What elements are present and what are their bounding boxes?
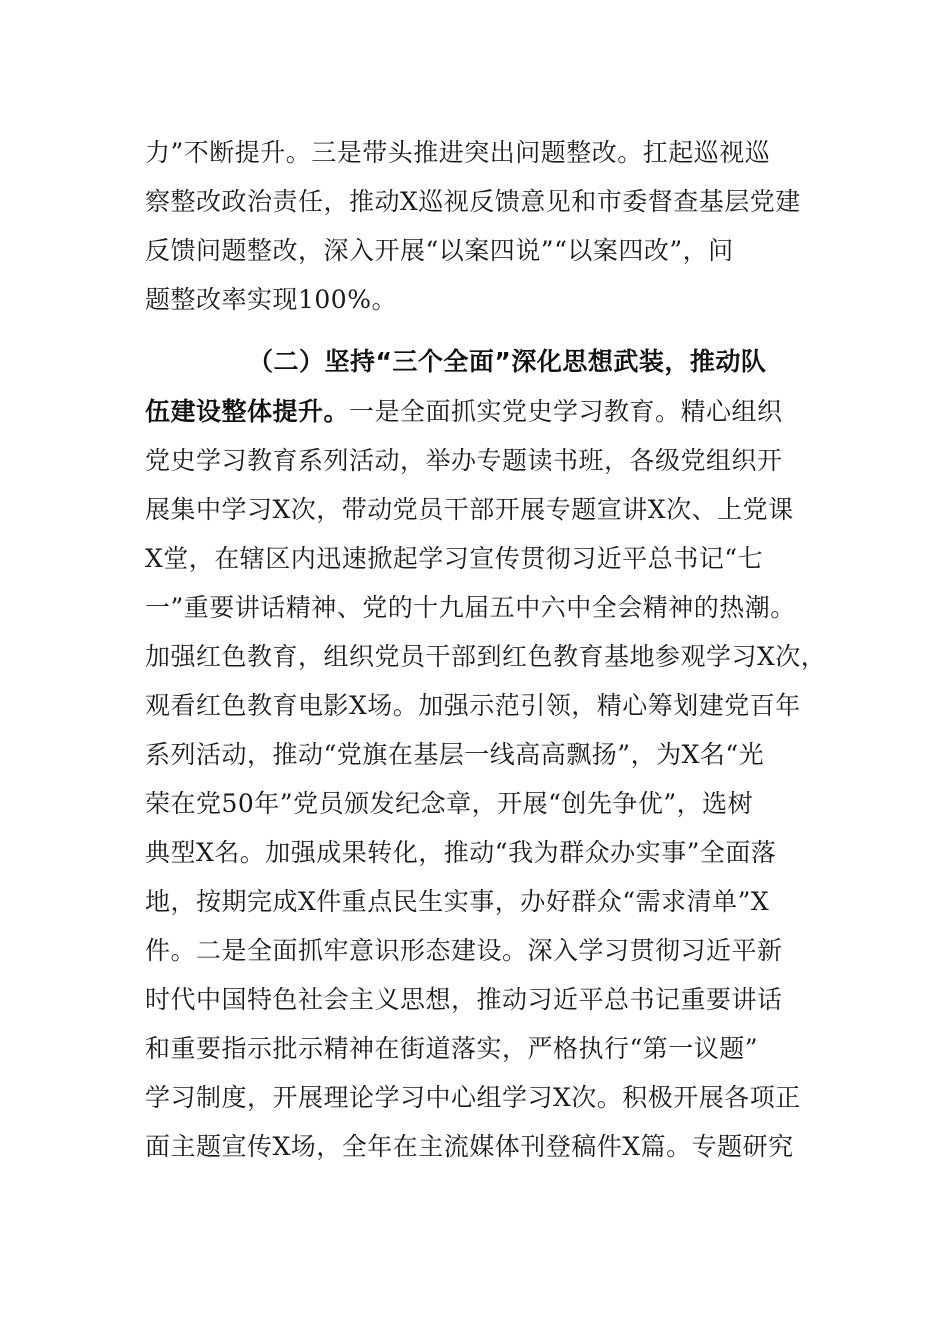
- text-line: 面主题宣传X场，全年在主流媒体刊登稿件X篇。专题研究: [145, 1132, 794, 1161]
- text-line: 观看红色教育电影X场。加强示范引领，精心筹划建党百年: [145, 691, 801, 720]
- text-line: 系列活动，推动“党旗在基层一线高高飘扬”，为X名“光: [145, 740, 765, 769]
- text-line: 展集中学习X次，带动党员干部开展专题宣讲X次、上党课: [145, 495, 794, 524]
- text-line: 反馈问题整改，深入开展“以案四说”“以案四改”，问: [145, 236, 734, 265]
- text-line: X堂，在辖区内迅速掀起学习宣传贯彻习近平总书记“七: [145, 544, 764, 573]
- text-line: 一”重要讲话精神、党的十九届五中六中全会精神的热潮。: [145, 593, 796, 622]
- text-line: 件。二是全面抓牢意识形态建设。深入学习贯彻习近平新: [145, 936, 783, 965]
- text-line: 加强红色教育，组织党员干部到红色教育基地参观学习X次，: [145, 642, 827, 671]
- text-line: 典型X名。加强成果转化，推动“我为群众办实事”全面落: [145, 838, 777, 867]
- text-line: 题整改率实现100%。: [145, 285, 397, 314]
- text-line: 时代中国特色社会主义思想，推动习近平总书记重要讲话: [145, 985, 783, 1014]
- section-heading-continuation: [145, 394, 825, 430]
- section-heading: （二）坚持“三个全面”深化思想武装，推动队: [248, 347, 767, 376]
- text-line: 荣在党50年”党员颁发纪念章，开展“创先争优”，选树: [145, 789, 754, 818]
- text-line: 和重要指示批示精神在街道落实，严格执行“第一议题”: [145, 1034, 759, 1063]
- text-line: 地，按期完成X件重点民生实事，办好群众“需求清单”X: [145, 887, 770, 916]
- text-line: 党史学习教育系列活动，举办专题读书班，各级党组织开: [145, 446, 783, 475]
- text-line: 力”不断提升。三是带头推进突出问题整改。扛起巡视巡: [145, 138, 771, 167]
- section-heading-bold: 伍建设整体提升。: [145, 397, 350, 426]
- text-line: 学习制度，开展理论学习中心组学习X次。积极开展各项正: [145, 1083, 801, 1112]
- text-span: 一是全面抓实党史学习教育。精心组织: [349, 397, 783, 426]
- text-line: 察整改政治责任，推动X巡视反馈意见和市委督查基层党建: [145, 187, 801, 216]
